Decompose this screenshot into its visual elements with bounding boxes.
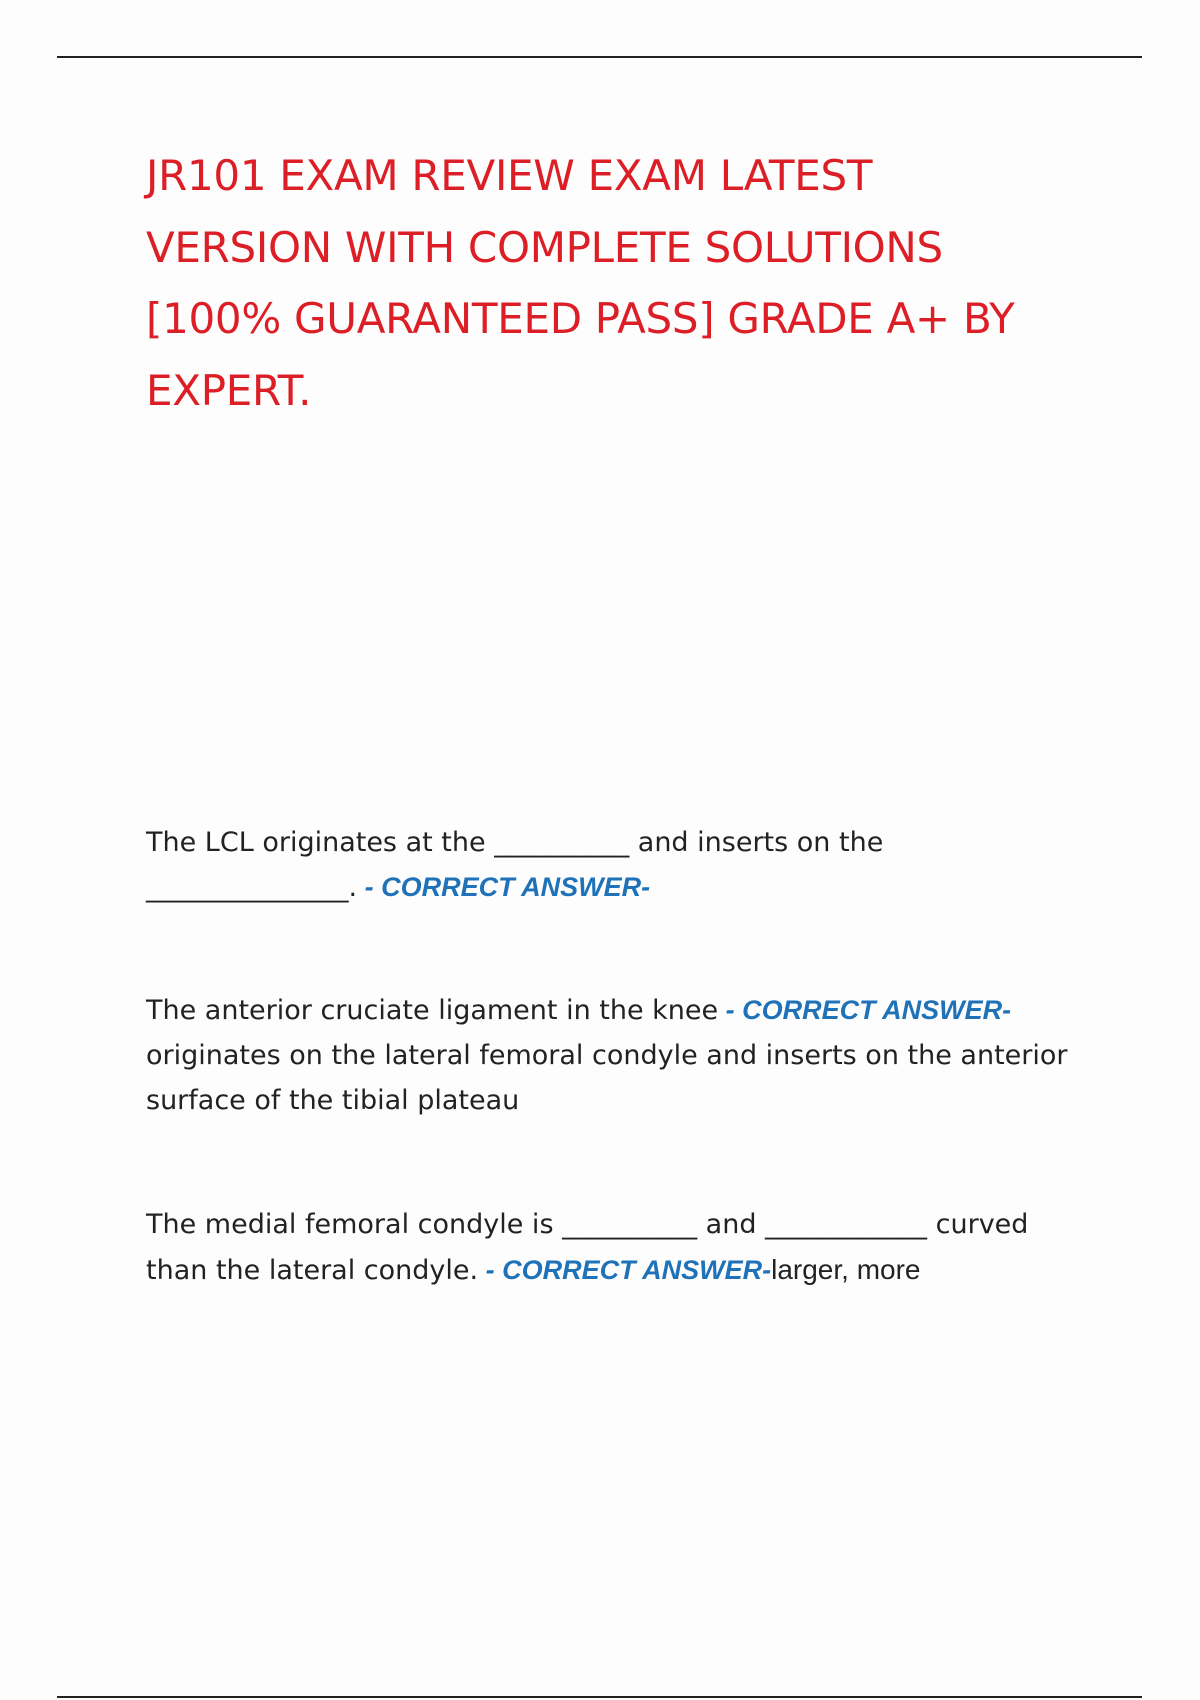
question-text: The anterior cruciate ligament in the knee [146,995,719,1026]
answer-text: originates on the lateral femoral condyle and inserts on the anterior [146,1040,1068,1071]
question-line [146,988,1106,1033]
answer-label: - CORRECT ANSWER- [718,995,1012,1025]
question-text: than the lateral condyle. [146,1255,479,1286]
answer-text: surface of the tibial plateau [146,1085,520,1116]
title-line: [100% GUARANTEED PASS] GRADE A+ BY [146,294,1015,343]
answer-text: larger, more [771,1254,921,1285]
title-line: EXPERT. [146,365,312,415]
document-title [146,140,1106,426]
question-block [146,988,1106,1123]
question-text: _______________. [146,872,358,903]
answer-label: - CORRECT ANSWER- [478,1255,772,1285]
question-line [146,1247,1106,1293]
title-line: JR101 EXAM REVIEW EXAM LATEST [146,151,873,200]
title-line: VERSION WITH COMPLETE SOLUTIONS [146,222,943,272]
answer-label: - CORRECT ANSWER- [357,872,651,902]
question-text: The medial femoral condyle is __________ and ____________ curved [146,1209,1029,1240]
top-rule [57,56,1142,58]
question-block [146,820,1106,910]
question-text: The LCL originates at the __________ and inserts on the [146,827,884,858]
bottom-rule [57,1696,1142,1698]
question-block [146,1202,1106,1293]
question-line [146,865,1106,910]
